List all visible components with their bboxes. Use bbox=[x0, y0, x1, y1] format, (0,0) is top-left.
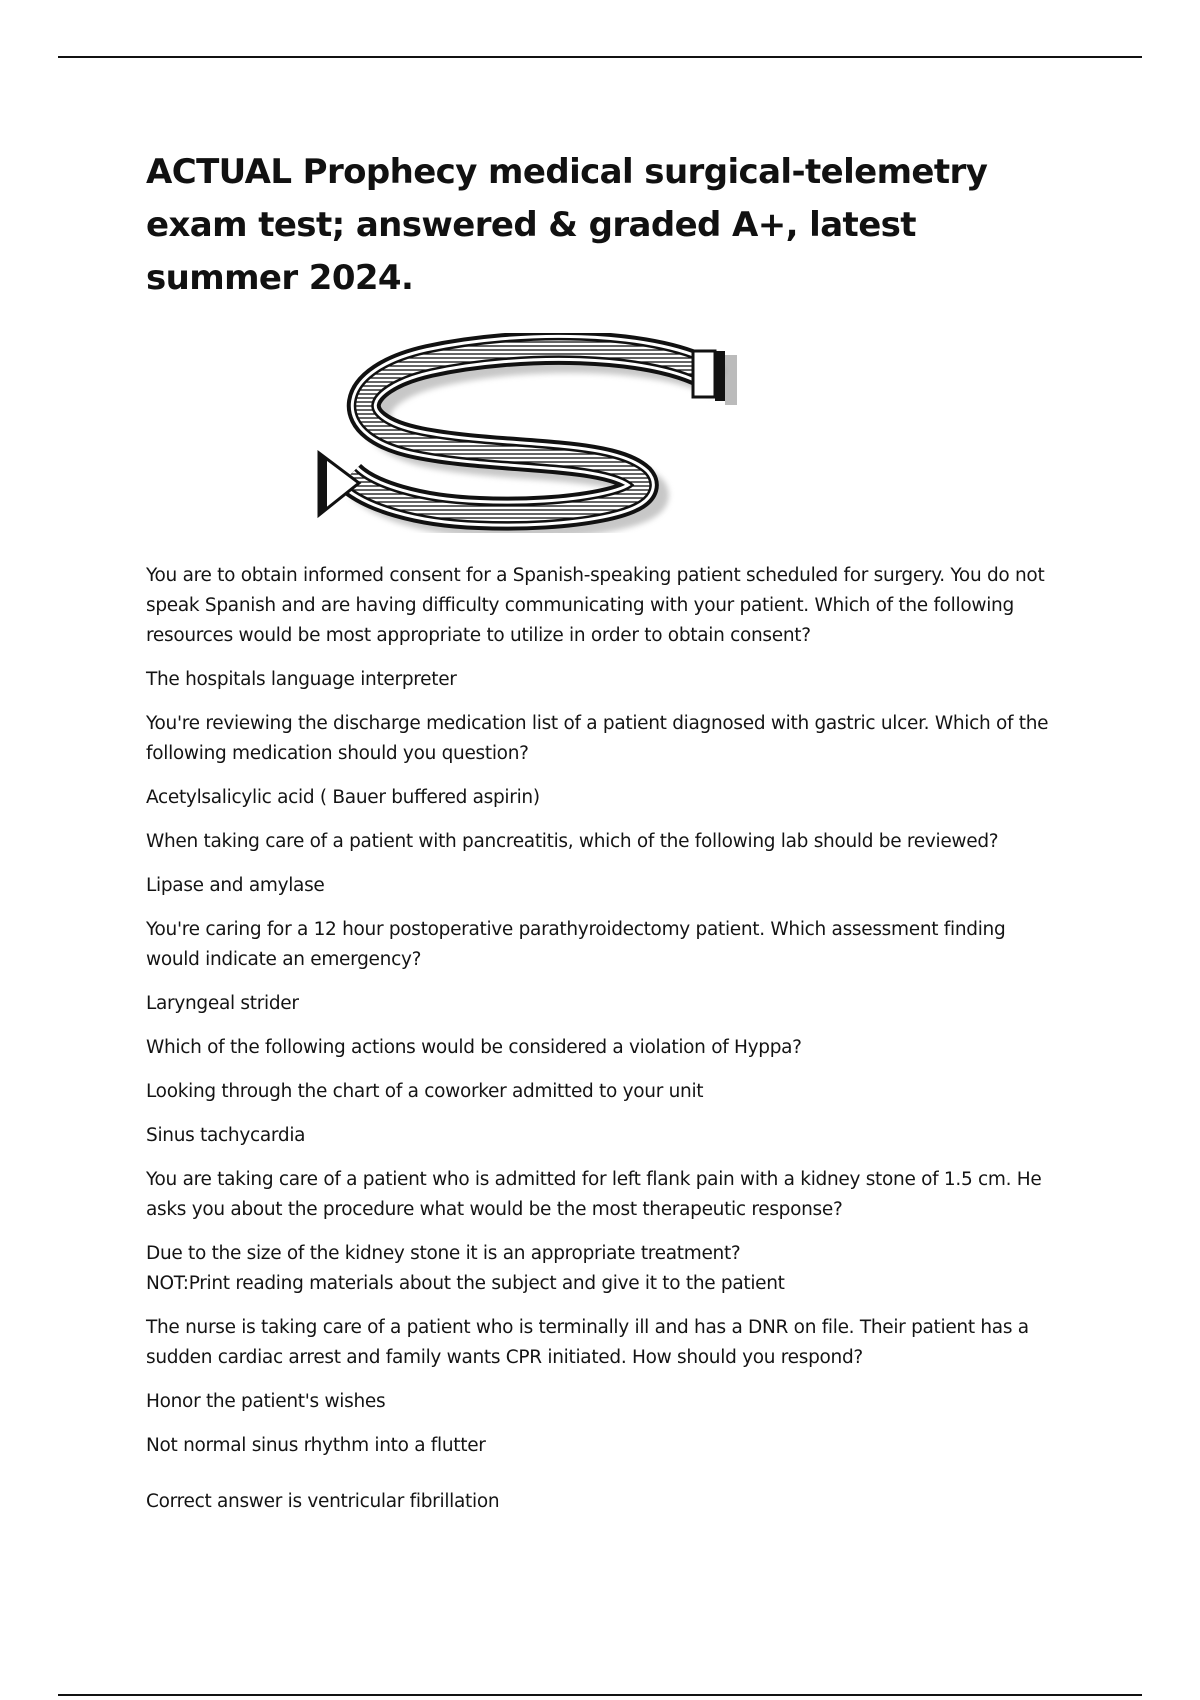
s-logo-icon bbox=[311, 333, 791, 533]
answer-kidney-stone bbox=[146, 1239, 1061, 1299]
document-body bbox=[146, 146, 1061, 1531]
answer-aspirin: Acetylsalicylic acid ( Bauer buffered aspirin) bbox=[146, 787, 540, 808]
answer-kidney-stone-line-2: NOT:Print reading materials about the subject and give it to the patient bbox=[146, 1273, 785, 1294]
answer-ventricular-fibrillation: Correct answer is ventricular fibrillation bbox=[146, 1491, 500, 1512]
answer-language-interpreter: The hospitals language interpreter bbox=[146, 669, 457, 690]
answer-lipase-amylase: Lipase and amylase bbox=[146, 875, 325, 896]
question-gastric-ulcer-medication: You're reviewing the discharge medication list of a patient diagnosed with gastric ulcer. Which of the following medication should you question? bbox=[146, 713, 1049, 764]
top-rule bbox=[58, 56, 1142, 58]
stylized-letter-s-logo bbox=[311, 333, 791, 533]
bottom-rule bbox=[58, 1694, 1142, 1696]
question-pancreatitis-lab: When taking care of a patient with pancreatitis, which of the following lab should be reviewed? bbox=[146, 831, 999, 852]
document-title: ACTUAL Prophecy medical surgical-telemetry exam test; answered & graded A+, latest summer 2024. bbox=[146, 152, 988, 298]
answer-coworker-chart: Looking through the chart of a coworker admitted to your unit bbox=[146, 1081, 704, 1102]
answer-honor-wishes: Honor the patient's wishes bbox=[146, 1391, 386, 1412]
question-privacy-violation: Which of the following actions would be considered a violation of Hyppa? bbox=[146, 1037, 802, 1058]
answer-flutter: Not normal sinus rhythm into a flutter bbox=[146, 1435, 486, 1456]
answer-kidney-stone-line-1: Due to the size of the kidney stone it is an appropriate treatment? bbox=[146, 1243, 741, 1264]
question-informed-consent: You are to obtain informed consent for a Spanish-speaking patient scheduled for surgery. You do not speak Spanish and are having difficulty communicating with your patient. Which of the following resources would be most appropriate to utilize in order to obtain consent? bbox=[146, 565, 1045, 646]
question-dnr-cpr: The nurse is taking care of a patient who is terminally ill and has a DNR on file. Their patient has a sudden cardiac arrest and family wants CPR initiated. How should you respond? bbox=[146, 1317, 1029, 1368]
question-kidney-stone: You are taking care of a patient who is admitted for left flank pain with a kidney stone of 1.5 cm. He asks you about the procedure what would be the most therapeutic response? bbox=[146, 1169, 1042, 1220]
question-parathyroidectomy: You're caring for a 12 hour postoperative parathyroidectomy patient. Which assessment finding would indicate an emergency? bbox=[146, 919, 1006, 970]
answer-sinus-tachycardia: Sinus tachycardia bbox=[146, 1125, 306, 1146]
answer-laryngeal-strider: Laryngeal strider bbox=[146, 993, 299, 1014]
question-answer-list bbox=[146, 561, 1061, 1517]
